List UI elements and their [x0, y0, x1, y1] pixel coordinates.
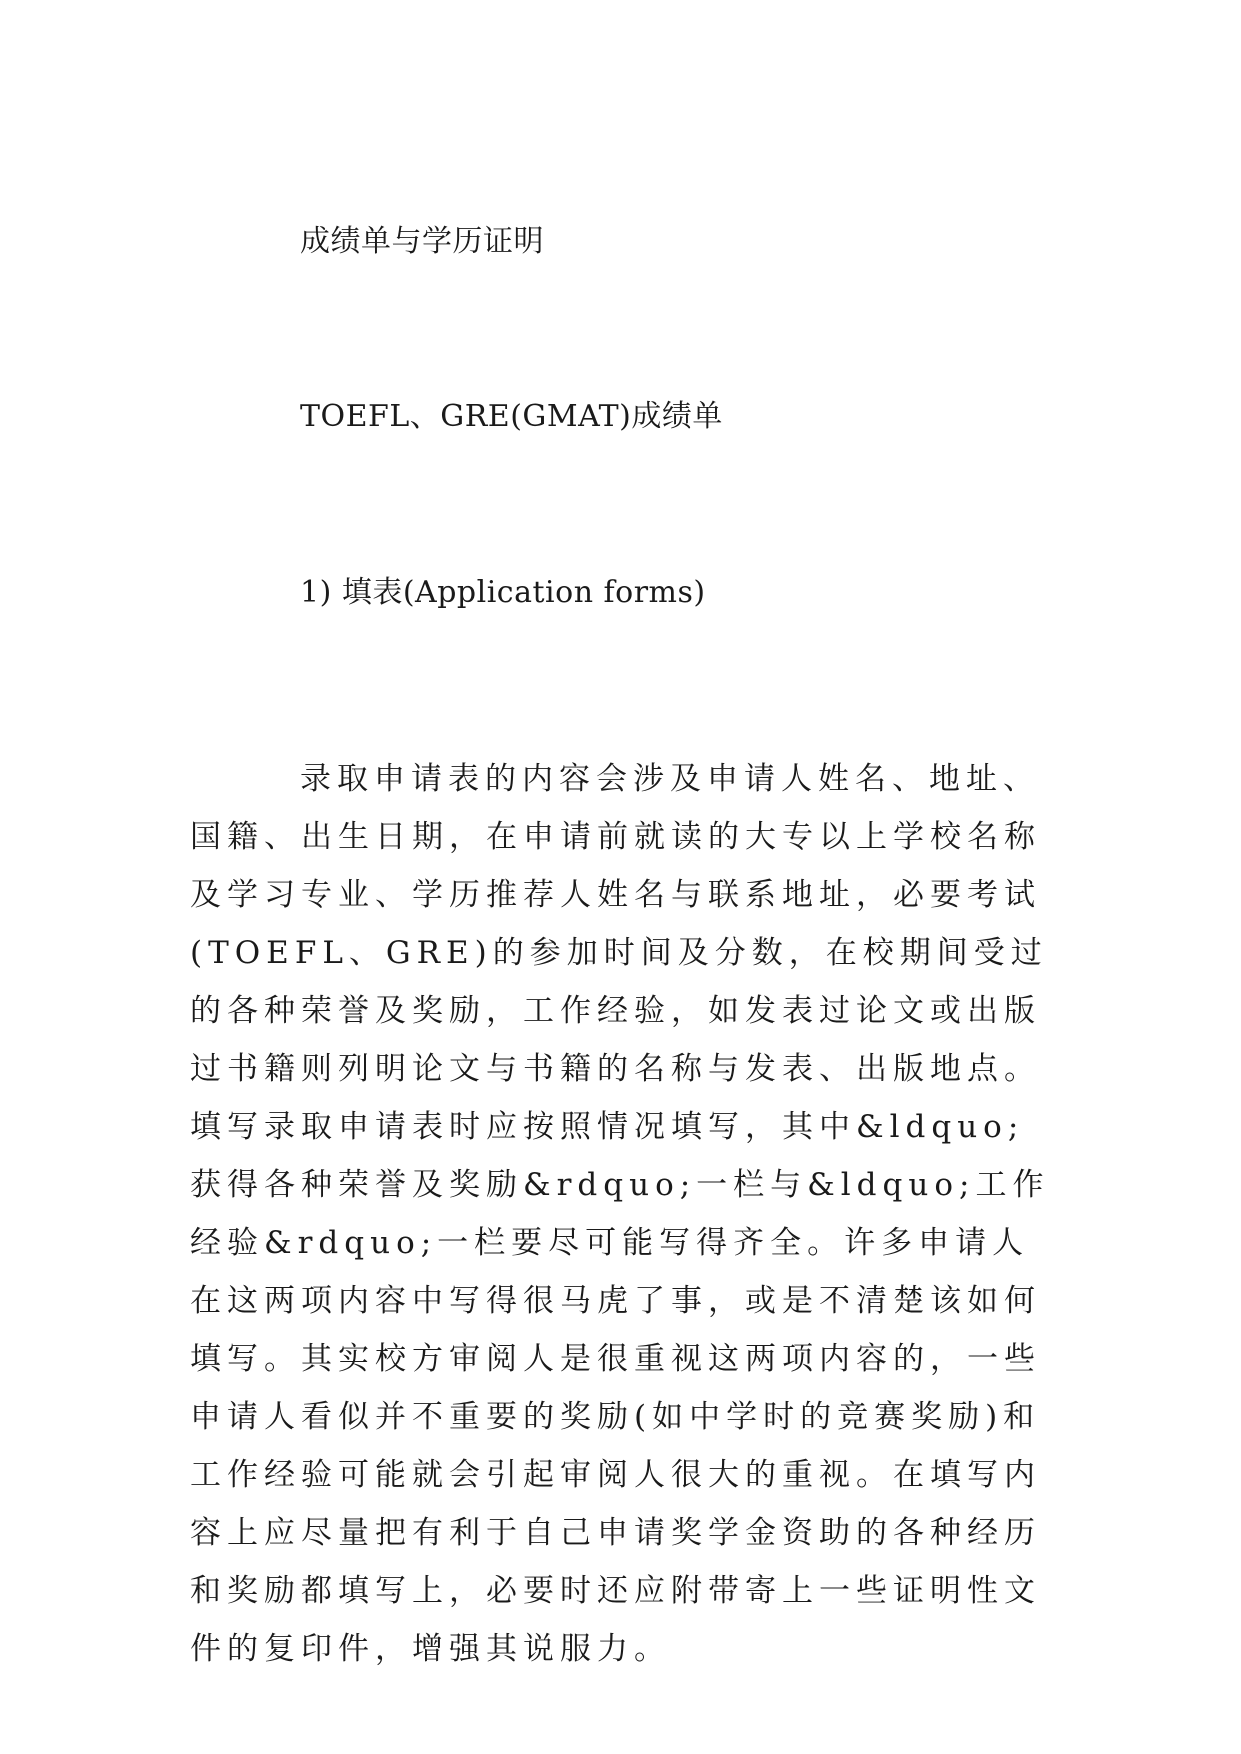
heading-transcripts-and-diplomas: 成绩单与学历证明 — [300, 224, 544, 259]
body-paragraph: 录取申请表的内容会涉及申请人姓名、地址、国籍、出生日期，在申请前就读的大专以上学校名称及学习专业、学历推荐人姓名与联系地址，必要考试(TOEFL、GRE)的参加时间及分数，在校期间受过的各种荣誉及奖励，工作经验，如发表过论文或出版过书籍则列明论文与书籍的名称与发表、出版地点。填写录取申请表时应按照情况填写，其中&ldquo;获得各种荣誉及奖励&rdquo;一栏与&ldquo;工作经验&rdquo;一栏要尽可能写得齐全。许多申请人在这两项内容中写得很马虎了事，或是不清楚该如何填写。其实校方审阅人是很重视这两项内容的，一些申请人看似并不重要的奖励(如中学时的竞赛奖励)和工作经验可能就会引起审阅人很大的重视。在填写内容上应尽量把有利于自己申请奖学金资助的各种经历和奖励都填写上，必要时还应附带寄上一些证明性文件的复印件，增强其说服力。 — [190, 761, 1050, 1667]
heading-application-forms: 1) 填表(Application forms) — [300, 575, 706, 610]
heading-test-score-reports: TOEFL、GRE(GMAT)成绩单 — [300, 399, 723, 434]
